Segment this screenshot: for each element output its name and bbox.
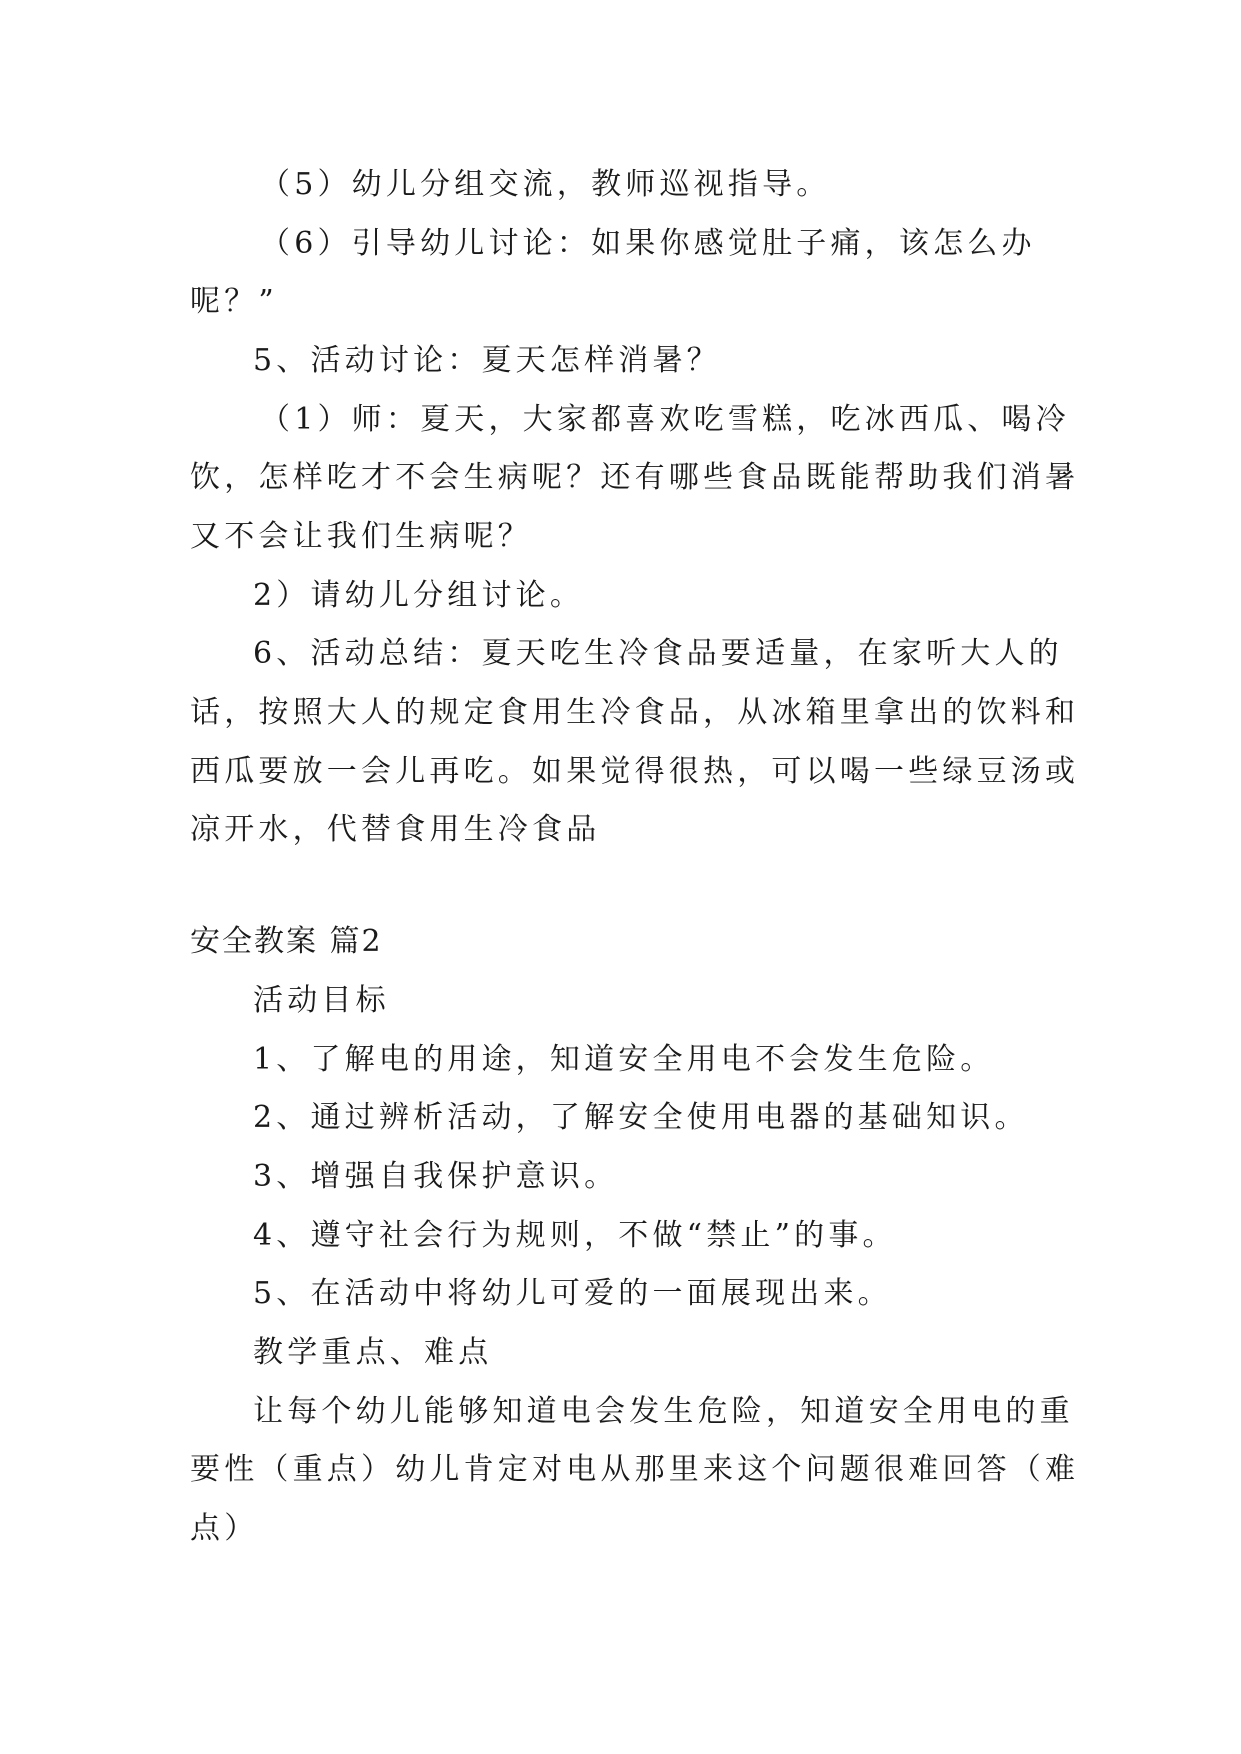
text-line: 点）	[190, 1511, 259, 1546]
subheading: 活动目标	[253, 983, 390, 1018]
text-line: 又不会让我们生病呢？	[190, 519, 532, 554]
text-line: 饮，怎样吃才不会生病呢？还有哪些食品既能帮助我们消暑	[190, 460, 1080, 495]
section-heading: 安全教案 篇2	[190, 924, 383, 959]
text-line: 西瓜要放一会儿再吃。如果觉得很热，可以喝一些绿豆汤或	[190, 754, 1080, 789]
text-line: 凉开水，代替食用生冷食品	[190, 812, 601, 847]
text-line: 5、活动讨论：夏天怎样消暑？	[253, 343, 721, 378]
text-line: （6）引导幼儿讨论：如果你感觉肚子痛，该怎么办	[260, 226, 1036, 261]
text-line: 2）请幼儿分组讨论。	[253, 578, 585, 613]
text-line: （5）幼儿分组交流，教师巡视指导。	[260, 167, 831, 202]
list-item: 4、遵守社会行为规则，不做“禁止”的事。	[253, 1218, 897, 1253]
text-line: （1）师：夏天，大家都喜欢吃雪糕，吃冰西瓜、喝冷	[260, 402, 1070, 437]
text-line: 呢？”	[190, 284, 278, 319]
text-line: 6、活动总结：夏天吃生冷食品要适量，在家听大人的	[253, 636, 1063, 671]
list-item: 2、通过辨析活动，了解安全使用电器的基础知识。	[253, 1100, 1029, 1135]
list-item: 3、增强自我保护意识。	[253, 1159, 619, 1194]
text-line: 让每个幼儿能够知道电会发生危险，知道安全用电的重	[253, 1394, 1074, 1429]
subheading: 教学重点、难点	[253, 1335, 493, 1370]
text-line: 话，按照大人的规定食用生冷食品，从冰箱里拿出的饮料和	[190, 695, 1080, 730]
list-item: 5、在活动中将幼儿可爱的一面展现出来。	[253, 1276, 892, 1311]
list-item: 1、了解电的用途，知道安全用电不会发生危险。	[253, 1042, 995, 1077]
text-line: 要性（重点）幼儿肯定对电从那里来这个问题很难回答（难	[190, 1452, 1080, 1487]
